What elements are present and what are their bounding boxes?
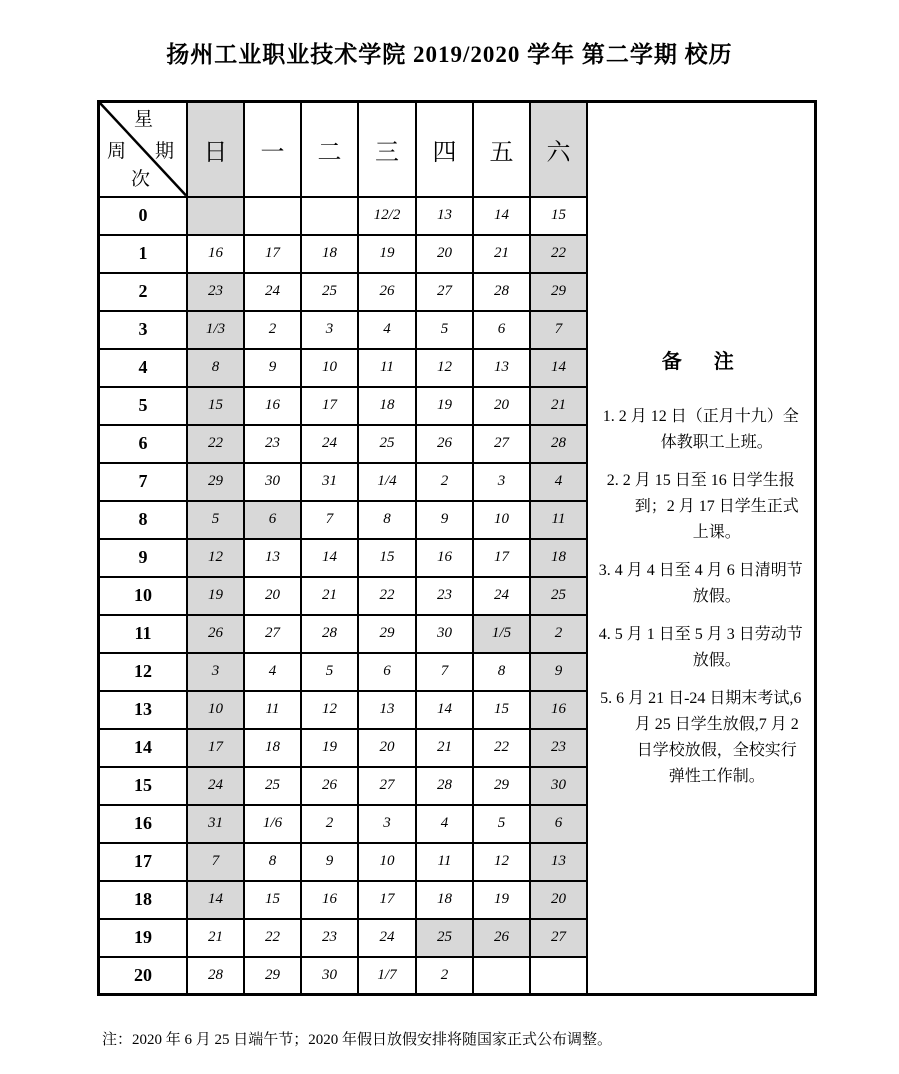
date-cell: 22 bbox=[473, 729, 530, 767]
date-cell: 20 bbox=[244, 577, 301, 615]
corner-label-week-2: 次 bbox=[131, 169, 151, 190]
week-number: 12 bbox=[99, 653, 188, 691]
date-cell: 14 bbox=[187, 881, 244, 919]
notes-inner bbox=[588, 295, 814, 790]
date-cell: 17 bbox=[358, 881, 416, 919]
date-cell: 22 bbox=[244, 919, 301, 957]
date-cell: 25 bbox=[530, 577, 587, 615]
week-number: 8 bbox=[99, 501, 188, 539]
date-cell: 20 bbox=[416, 235, 473, 273]
date-cell: 14 bbox=[473, 197, 530, 235]
date-cell: 2 bbox=[416, 463, 473, 501]
date-cell: 18 bbox=[416, 881, 473, 919]
date-cell: 7 bbox=[530, 311, 587, 349]
date-cell: 25 bbox=[358, 425, 416, 463]
date-cell: 21 bbox=[187, 919, 244, 957]
date-cell: 29 bbox=[187, 463, 244, 501]
date-cell: 12 bbox=[187, 539, 244, 577]
date-cell: 25 bbox=[301, 273, 358, 311]
date-cell: 4 bbox=[244, 653, 301, 691]
notes-list bbox=[598, 404, 804, 790]
day-header-wed: 三 bbox=[358, 102, 416, 197]
week-number: 13 bbox=[99, 691, 188, 729]
date-cell: 3 bbox=[301, 311, 358, 349]
date-cell: 10 bbox=[473, 501, 530, 539]
date-cell: 22 bbox=[187, 425, 244, 463]
date-cell: 23 bbox=[416, 577, 473, 615]
date-cell: 4 bbox=[530, 463, 587, 501]
date-cell: 15 bbox=[530, 197, 587, 235]
date-cell: 7 bbox=[416, 653, 473, 691]
date-cell: 20 bbox=[358, 729, 416, 767]
date-cell: 30 bbox=[244, 463, 301, 501]
date-cell: 3 bbox=[358, 805, 416, 843]
date-cell: 25 bbox=[416, 919, 473, 957]
date-cell: 26 bbox=[187, 615, 244, 653]
date-cell: 31 bbox=[187, 805, 244, 843]
week-number: 7 bbox=[99, 463, 188, 501]
date-cell: 8 bbox=[187, 349, 244, 387]
date-cell bbox=[244, 197, 301, 235]
date-cell: 22 bbox=[358, 577, 416, 615]
date-cell: 26 bbox=[473, 919, 530, 957]
week-number: 17 bbox=[99, 843, 188, 881]
date-cell: 8 bbox=[244, 843, 301, 881]
date-cell: 31 bbox=[301, 463, 358, 501]
date-cell: 21 bbox=[301, 577, 358, 615]
date-cell: 15 bbox=[187, 387, 244, 425]
day-header-thu: 四 bbox=[416, 102, 473, 197]
date-cell: 15 bbox=[244, 881, 301, 919]
week-number: 15 bbox=[99, 767, 188, 805]
date-cell: 28 bbox=[530, 425, 587, 463]
date-cell: 25 bbox=[244, 767, 301, 805]
day-header-tue: 二 bbox=[301, 102, 358, 197]
date-cell: 23 bbox=[530, 729, 587, 767]
date-cell: 6 bbox=[530, 805, 587, 843]
date-cell bbox=[530, 957, 587, 995]
date-cell: 6 bbox=[473, 311, 530, 349]
date-cell: 18 bbox=[244, 729, 301, 767]
date-cell: 16 bbox=[187, 235, 244, 273]
date-cell: 20 bbox=[473, 387, 530, 425]
date-cell: 13 bbox=[244, 539, 301, 577]
week-number: 4 bbox=[99, 349, 188, 387]
week-number: 3 bbox=[99, 311, 188, 349]
date-cell: 9 bbox=[244, 349, 301, 387]
date-cell: 24 bbox=[301, 425, 358, 463]
date-cell: 18 bbox=[530, 539, 587, 577]
date-cell: 19 bbox=[301, 729, 358, 767]
date-cell: 23 bbox=[244, 425, 301, 463]
notes-panel bbox=[587, 102, 815, 995]
date-cell: 17 bbox=[244, 235, 301, 273]
date-cell: 28 bbox=[416, 767, 473, 805]
date-cell: 10 bbox=[358, 843, 416, 881]
date-cell: 30 bbox=[530, 767, 587, 805]
date-cell: 26 bbox=[416, 425, 473, 463]
week-number: 1 bbox=[99, 235, 188, 273]
week-number: 16 bbox=[99, 805, 188, 843]
date-cell: 29 bbox=[358, 615, 416, 653]
date-cell: 6 bbox=[244, 501, 301, 539]
week-number: 2 bbox=[99, 273, 188, 311]
date-cell: 13 bbox=[473, 349, 530, 387]
week-number: 5 bbox=[99, 387, 188, 425]
date-cell: 26 bbox=[301, 767, 358, 805]
date-cell bbox=[187, 197, 244, 235]
date-cell: 11 bbox=[530, 501, 587, 539]
date-cell: 27 bbox=[530, 919, 587, 957]
date-cell: 2 bbox=[244, 311, 301, 349]
date-cell: 30 bbox=[301, 957, 358, 995]
date-cell: 18 bbox=[358, 387, 416, 425]
date-cell: 5 bbox=[187, 501, 244, 539]
note-item: 2. 2 月 15 日至 16 日学生报到；2 月 17 日学生正式上课。 bbox=[606, 471, 799, 541]
date-cell: 14 bbox=[416, 691, 473, 729]
date-cell: 15 bbox=[358, 539, 416, 577]
date-cell: 12/2 bbox=[358, 197, 416, 235]
date-cell: 5 bbox=[473, 805, 530, 843]
date-cell: 1/3 bbox=[187, 311, 244, 349]
date-cell: 12 bbox=[473, 843, 530, 881]
date-cell: 27 bbox=[358, 767, 416, 805]
date-cell: 11 bbox=[244, 691, 301, 729]
date-cell: 19 bbox=[358, 235, 416, 273]
date-cell: 16 bbox=[530, 691, 587, 729]
date-cell: 23 bbox=[187, 273, 244, 311]
date-cell: 7 bbox=[187, 843, 244, 881]
note-item: 5. 6 月 21 日-24 日期末考试,6 月 25 日学生放假,7 月 2 日学校放假，全校实行弹性工作制。 bbox=[600, 689, 802, 785]
date-cell: 27 bbox=[416, 273, 473, 311]
date-cell: 17 bbox=[301, 387, 358, 425]
date-cell: 16 bbox=[301, 881, 358, 919]
day-header-sun: 日 bbox=[187, 102, 244, 197]
date-cell: 24 bbox=[473, 577, 530, 615]
week-number: 0 bbox=[99, 197, 188, 235]
footnote: 注：2020 年 6 月 25 日端午节；2020 年假日放假安排将随国家正式公布调整。 bbox=[102, 1032, 613, 1048]
date-cell: 9 bbox=[530, 653, 587, 691]
date-cell: 30 bbox=[416, 615, 473, 653]
date-cell: 2 bbox=[301, 805, 358, 843]
date-cell: 29 bbox=[244, 957, 301, 995]
date-cell: 13 bbox=[530, 843, 587, 881]
date-cell: 12 bbox=[301, 691, 358, 729]
date-cell: 11 bbox=[416, 843, 473, 881]
date-cell: 9 bbox=[416, 501, 473, 539]
date-cell: 27 bbox=[244, 615, 301, 653]
date-cell: 24 bbox=[358, 919, 416, 957]
date-cell: 28 bbox=[301, 615, 358, 653]
date-cell: 18 bbox=[301, 235, 358, 273]
date-cell: 2 bbox=[530, 615, 587, 653]
date-cell: 6 bbox=[358, 653, 416, 691]
date-cell: 4 bbox=[358, 311, 416, 349]
date-cell: 9 bbox=[301, 843, 358, 881]
date-cell: 24 bbox=[244, 273, 301, 311]
date-cell: 21 bbox=[416, 729, 473, 767]
note-item: 1. 2 月 12 日（正月十九）全体教职工上班。 bbox=[602, 407, 799, 451]
corner-label-weekday-1: 星 bbox=[134, 109, 154, 130]
day-header-mon: 一 bbox=[244, 102, 301, 197]
date-cell: 5 bbox=[301, 653, 358, 691]
date-cell: 27 bbox=[473, 425, 530, 463]
date-cell: 23 bbox=[301, 919, 358, 957]
header-row bbox=[99, 102, 816, 197]
date-cell: 16 bbox=[416, 539, 473, 577]
date-cell: 1/4 bbox=[358, 463, 416, 501]
date-cell: 4 bbox=[416, 805, 473, 843]
date-cell: 19 bbox=[416, 387, 473, 425]
date-cell: 8 bbox=[358, 501, 416, 539]
date-cell: 1/6 bbox=[244, 805, 301, 843]
date-cell: 3 bbox=[473, 463, 530, 501]
date-cell bbox=[473, 957, 530, 995]
date-cell bbox=[301, 197, 358, 235]
corner-label-weekday-2: 期 bbox=[155, 141, 175, 162]
date-cell: 11 bbox=[358, 349, 416, 387]
week-number: 14 bbox=[99, 729, 188, 767]
date-cell: 17 bbox=[473, 539, 530, 577]
note-item: 3. 4 月 4 日至 4 月 6 日清明节放假。 bbox=[598, 561, 803, 605]
date-cell: 5 bbox=[416, 311, 473, 349]
note-item: 4. 5 月 1 日至 5 月 3 日劳动节放假。 bbox=[598, 625, 803, 669]
date-cell: 24 bbox=[187, 767, 244, 805]
date-cell: 10 bbox=[301, 349, 358, 387]
week-number: 18 bbox=[99, 881, 188, 919]
date-cell: 1/5 bbox=[473, 615, 530, 653]
date-cell: 8 bbox=[473, 653, 530, 691]
week-number: 6 bbox=[99, 425, 188, 463]
corner-cell bbox=[99, 102, 188, 197]
calendar-table bbox=[97, 100, 817, 996]
date-cell: 28 bbox=[473, 273, 530, 311]
week-number: 10 bbox=[99, 577, 188, 615]
date-cell: 16 bbox=[244, 387, 301, 425]
date-cell: 29 bbox=[473, 767, 530, 805]
date-cell: 3 bbox=[187, 653, 244, 691]
date-cell: 20 bbox=[530, 881, 587, 919]
date-cell: 14 bbox=[530, 349, 587, 387]
date-cell: 17 bbox=[187, 729, 244, 767]
week-number: 19 bbox=[99, 919, 188, 957]
date-cell: 29 bbox=[530, 273, 587, 311]
day-header-fri: 五 bbox=[473, 102, 530, 197]
week-number: 11 bbox=[99, 615, 188, 653]
date-cell: 12 bbox=[416, 349, 473, 387]
date-cell: 21 bbox=[530, 387, 587, 425]
week-number: 20 bbox=[99, 957, 188, 995]
week-number: 9 bbox=[99, 539, 188, 577]
date-cell: 28 bbox=[187, 957, 244, 995]
date-cell: 22 bbox=[530, 235, 587, 273]
day-header-sat: 六 bbox=[530, 102, 587, 197]
date-cell: 26 bbox=[358, 273, 416, 311]
date-cell: 2 bbox=[416, 957, 473, 995]
date-cell: 1/7 bbox=[358, 957, 416, 995]
date-cell: 7 bbox=[301, 501, 358, 539]
date-cell: 13 bbox=[416, 197, 473, 235]
notes-heading: 备 注 bbox=[661, 350, 740, 373]
date-cell: 15 bbox=[473, 691, 530, 729]
date-cell: 10 bbox=[187, 691, 244, 729]
date-cell: 14 bbox=[301, 539, 358, 577]
page-title: 扬州工业职业技术学院 2019/2020 学年 第二学期 校历 bbox=[166, 42, 733, 67]
corner-label-week-1: 周 bbox=[107, 141, 127, 162]
date-cell: 13 bbox=[358, 691, 416, 729]
date-cell: 21 bbox=[473, 235, 530, 273]
date-cell: 19 bbox=[473, 881, 530, 919]
date-cell: 19 bbox=[187, 577, 244, 615]
